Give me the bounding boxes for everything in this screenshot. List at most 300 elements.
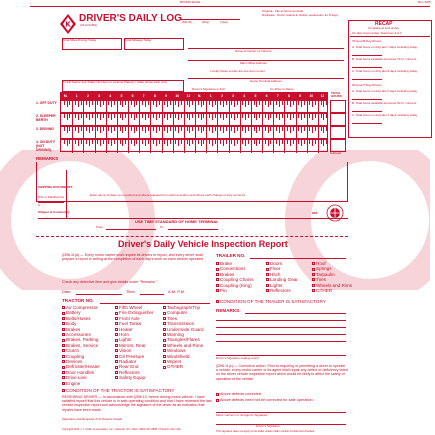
quarter-tick <box>245 127 246 133</box>
vehicle-label: Truck/Tractor and Trailer Numbers or License Plate(s) / State (show each unit) <box>63 80 167 84</box>
quarter-tick <box>293 101 294 105</box>
quarter-tick <box>170 101 171 105</box>
time-line <box>140 294 164 295</box>
quarter-tick <box>145 101 146 107</box>
trailer-no-label: TRAILER NO. <box>216 253 246 258</box>
inspection-item-label: Computer <box>167 310 188 316</box>
quarter-tick <box>111 114 112 120</box>
inspection-item[interactable] <box>62 364 100 369</box>
remarks-line <box>216 334 346 335</box>
quarter-tick <box>159 140 160 144</box>
checkbox[interactable] <box>163 322 166 325</box>
inspection-item[interactable] <box>62 337 98 342</box>
checkbox[interactable] <box>62 376 65 379</box>
quarter-tick <box>103 101 104 105</box>
checkbox[interactable] <box>115 333 118 336</box>
inspection-item[interactable] <box>216 288 227 293</box>
quarter-tick <box>268 140 269 146</box>
checkbox[interactable] <box>163 317 166 320</box>
inspection-item-label: Roof <box>316 261 326 266</box>
checkbox[interactable] <box>115 344 118 347</box>
date-month: (Month) <box>182 20 193 24</box>
inspection-item[interactable] <box>266 288 291 293</box>
quarter-tick <box>301 140 302 146</box>
checkbox[interactable] <box>266 268 269 271</box>
quarter-tick <box>148 114 149 118</box>
quarter-tick <box>114 140 115 144</box>
hour-label: M. <box>63 94 68 98</box>
inspection-item[interactable] <box>266 261 282 266</box>
checkbox[interactable] <box>62 333 65 336</box>
total-hours-cell[interactable] <box>330 100 346 113</box>
inspection-item[interactable] <box>312 272 335 277</box>
quarter-tick <box>220 127 221 131</box>
checkbox[interactable] <box>163 349 166 352</box>
checkbox[interactable] <box>62 366 65 369</box>
inspection-item[interactable] <box>62 370 94 375</box>
checkbox[interactable] <box>163 339 166 342</box>
inspection-item[interactable] <box>163 364 183 369</box>
inspection-item[interactable] <box>312 266 332 271</box>
quarter-tick <box>167 114 168 120</box>
dot-seal-icon <box>326 204 344 222</box>
checkbox[interactable] <box>216 278 219 281</box>
inspection-item[interactable] <box>163 305 200 310</box>
quarter-tick <box>89 101 90 107</box>
inspection-item[interactable] <box>62 332 91 337</box>
checkbox[interactable] <box>115 349 118 352</box>
checkbox[interactable] <box>115 317 118 320</box>
checkbox[interactable] <box>312 268 315 271</box>
quarter-tick <box>282 127 283 131</box>
inspection-item[interactable] <box>115 305 142 310</box>
form-number: 8SS <box>312 211 318 215</box>
quarter-tick <box>254 140 255 144</box>
quarter-tick <box>203 140 204 144</box>
inspection-item-label: Warning <box>167 332 184 337</box>
checkbox[interactable] <box>62 349 65 352</box>
quarter-tick <box>78 140 79 146</box>
hour-label: 9 <box>165 94 168 98</box>
inspection-item-label: Tires <box>167 315 178 321</box>
inspection-item[interactable] <box>115 332 129 337</box>
inspection-item[interactable] <box>216 277 254 282</box>
quarter-tick <box>234 101 235 107</box>
inspection-item[interactable] <box>163 343 203 348</box>
inspection-item-label: Drive Line <box>66 375 87 381</box>
quarter-tick <box>142 140 143 144</box>
checkbox[interactable] <box>115 366 118 369</box>
trailer-no-line <box>250 258 346 259</box>
time-standard: USE TIME STANDARD OF HOME TERMINAL <box>135 219 219 224</box>
quarter-tick <box>189 114 190 120</box>
checkbox[interactable] <box>312 284 315 287</box>
checkbox[interactable] <box>62 339 65 342</box>
quarter-tick <box>125 140 126 144</box>
hour-label: 7 <box>142 94 145 98</box>
quarter-tick <box>103 140 104 144</box>
quarter-tick <box>276 140 277 144</box>
checkbox[interactable] <box>115 339 118 342</box>
quarter-tick <box>156 101 157 107</box>
quarter-tick <box>100 114 101 120</box>
inspection-item[interactable] <box>62 321 76 326</box>
certify-label: I certify these entries are true and correct <box>210 69 265 73</box>
checkbox[interactable] <box>266 262 269 265</box>
hour-line <box>273 140 274 153</box>
quarter-tick <box>231 101 232 105</box>
checkbox[interactable] <box>115 355 118 358</box>
tractor-no-line <box>100 303 210 304</box>
inspection-item[interactable] <box>163 321 194 326</box>
inspection-item-label: Reflectors <box>119 369 140 375</box>
to-label: To: <box>160 225 165 229</box>
inspection-item[interactable] <box>62 359 82 364</box>
checkbox[interactable] <box>163 344 166 347</box>
co-driver-label: Co-Driver's Name <box>270 87 294 91</box>
checkbox[interactable] <box>115 371 118 374</box>
checkbox[interactable] <box>163 328 166 331</box>
quarter-tick <box>122 101 123 107</box>
inspection-item-label: Doors <box>270 261 283 266</box>
checkbox[interactable] <box>62 382 65 385</box>
quarter-tick <box>192 127 193 131</box>
checkbox[interactable] <box>163 360 166 363</box>
checkbox[interactable] <box>163 312 166 315</box>
quarter-tick <box>312 127 313 133</box>
inspection-item-label: Coupling (King) <box>220 282 252 288</box>
not-corrected-option[interactable] <box>216 398 313 403</box>
inspection-item[interactable] <box>62 305 98 310</box>
checkbox[interactable] <box>266 284 269 287</box>
quarter-tick <box>64 140 65 144</box>
quarter-tick <box>108 127 109 131</box>
quarter-tick <box>212 114 213 120</box>
quarter-tick <box>178 127 179 133</box>
inspection-item-label: Tarpaulin <box>316 271 335 277</box>
inspection-item[interactable] <box>266 277 298 282</box>
inspection-item[interactable] <box>312 288 332 293</box>
hour-label: 2 <box>86 94 89 98</box>
quarter-tick <box>189 101 190 107</box>
checkbox[interactable] <box>163 306 166 309</box>
checkbox[interactable] <box>216 262 219 265</box>
quarter-tick <box>323 101 324 107</box>
inspection-item[interactable] <box>115 354 144 359</box>
inspection-item[interactable] <box>216 283 252 288</box>
quarter-tick <box>226 101 227 105</box>
inspection-item-label: Clutch <box>66 348 80 354</box>
duty-row-label: 4. ON DUTY (NOT DRIVING) <box>36 140 55 152</box>
quarter-tick <box>181 114 182 118</box>
hour-label: 1 <box>75 94 78 98</box>
quarter-tick <box>290 127 291 133</box>
inspection-item[interactable] <box>115 364 138 369</box>
inspection-item[interactable] <box>115 310 153 315</box>
checkbox[interactable] <box>62 328 65 331</box>
reviewing-text: REVIEWING DRIVER — In accordance with §396.13, before driving motor vehicle, I have satisfied myself that this vehicle is in safe operating condition and that I have reviewed the last vehicle inspection report and acknowledge the signature of the driver as an indication that repairs have been made. <box>62 395 212 412</box>
hour-label: N. <box>197 94 202 98</box>
checkbox[interactable] <box>115 376 118 379</box>
checkbox[interactable] <box>62 355 65 358</box>
inspection-item[interactable] <box>163 348 186 353</box>
bound-edge-label: BOUND EDGE <box>180 0 201 4</box>
checkbox[interactable] <box>216 393 219 396</box>
quarter-tick <box>276 127 277 131</box>
quarter-tick <box>298 101 299 105</box>
checkbox[interactable] <box>115 360 118 363</box>
remarks-inspection-label: REMARKS: <box>216 308 241 313</box>
quarter-tick <box>293 127 294 131</box>
quarter-tick <box>256 101 257 107</box>
inspection-item[interactable] <box>163 337 200 342</box>
inspection-item[interactable] <box>62 348 79 353</box>
shipper-label: Shipper & Commodity <box>38 210 70 214</box>
quarter-tick <box>209 114 210 118</box>
checkbox[interactable] <box>216 273 219 276</box>
recap-item: 70 Hour/8 Day Drivers <box>352 39 382 43</box>
checkbox[interactable] <box>266 278 269 281</box>
quarter-tick <box>226 114 227 118</box>
quarter-tick <box>265 114 266 118</box>
checkbox[interactable] <box>115 322 118 325</box>
inspection-item[interactable] <box>163 359 181 364</box>
quarter-tick <box>159 101 160 105</box>
quarter-tick <box>268 127 269 133</box>
quarter-tick <box>125 127 126 131</box>
checkbox[interactable] <box>163 355 166 358</box>
inspection-item[interactable] <box>115 321 141 326</box>
inspection-item-label: Horn <box>119 332 129 337</box>
inspection-item[interactable] <box>62 316 91 321</box>
remarks-label: REMARKS <box>36 156 59 161</box>
from-label: From: <box>96 225 104 229</box>
duty-row[interactable] <box>60 139 328 152</box>
quarter-tick <box>321 101 322 105</box>
inspection-item[interactable] <box>216 261 232 266</box>
checkbox[interactable] <box>62 317 65 320</box>
duty-row[interactable] <box>60 113 328 126</box>
to-line <box>168 229 218 230</box>
duty-row[interactable] <box>60 100 328 113</box>
checkbox[interactable] <box>115 306 118 309</box>
quarter-tick <box>201 114 202 120</box>
hour-label: 8 <box>153 94 156 98</box>
quarter-tick <box>212 101 213 107</box>
inspection-item[interactable] <box>115 337 131 342</box>
quarter-tick <box>203 101 204 105</box>
quarter-tick <box>148 101 149 105</box>
checkbox[interactable] <box>216 289 219 292</box>
quarter-tick <box>108 140 109 144</box>
tractor-condition[interactable] <box>62 388 174 393</box>
checkbox[interactable] <box>312 273 315 276</box>
inspection-item[interactable] <box>62 310 81 315</box>
quarter-tick <box>301 101 302 107</box>
quarter-tick <box>304 101 305 105</box>
perforation-line <box>36 236 348 237</box>
quarter-tick <box>279 140 280 146</box>
checkbox[interactable] <box>266 289 269 292</box>
hour-label: 6 <box>131 94 134 98</box>
inspection-item[interactable] <box>312 261 326 266</box>
total-hours-cell[interactable] <box>330 113 346 126</box>
quarter-tick <box>100 101 101 107</box>
checkbox[interactable] <box>163 333 166 336</box>
quarter-tick <box>192 140 193 144</box>
inspection-item[interactable] <box>62 327 80 332</box>
quarter-tick <box>268 101 269 107</box>
quarter-tick <box>142 127 143 131</box>
inspection-item-label: Belts/Hoses <box>66 315 91 321</box>
inspection-item[interactable] <box>62 381 80 386</box>
checkbox[interactable] <box>266 273 269 276</box>
quarter-tick <box>97 127 98 131</box>
inspection-item[interactable] <box>163 354 189 359</box>
quarter-tick <box>268 114 269 120</box>
trailer-condition[interactable] <box>216 299 326 304</box>
checkbox[interactable] <box>312 289 315 292</box>
quarter-tick <box>323 127 324 133</box>
inspection-item[interactable] <box>312 283 352 288</box>
inspection-item-label: Tires <box>316 277 327 283</box>
home-label: Home Terminal Address <box>250 79 282 83</box>
quarter-tick <box>69 127 70 131</box>
checkbox[interactable] <box>216 300 219 303</box>
inspection-item[interactable] <box>266 266 280 271</box>
quarter-tick <box>187 127 188 131</box>
quarter-tick <box>178 140 179 146</box>
inspection-item[interactable] <box>62 354 84 359</box>
total-hours-cell[interactable] <box>330 126 346 139</box>
quarter-tick <box>198 114 199 118</box>
quarter-tick <box>75 114 76 118</box>
inspection-item[interactable] <box>115 359 136 364</box>
duty-grid[interactable] <box>36 92 348 154</box>
quarter-tick <box>254 101 255 105</box>
quarter-tick <box>81 114 82 118</box>
recap-sub: Complete at end of day <box>368 26 400 30</box>
checkbox[interactable] <box>312 278 315 281</box>
quarter-tick <box>254 127 255 131</box>
time-label: Time: <box>126 289 136 294</box>
quarter-tick <box>309 127 310 131</box>
inspection-item[interactable] <box>115 348 131 353</box>
quarter-tick <box>89 140 90 146</box>
inspection-item[interactable] <box>266 272 280 277</box>
checkbox[interactable] <box>62 312 65 315</box>
inspection-item[interactable] <box>115 316 140 321</box>
quarter-tick <box>153 127 154 131</box>
checkbox[interactable] <box>216 399 219 402</box>
quarter-tick <box>170 127 171 131</box>
quarter-tick <box>120 127 121 131</box>
recap-line <box>352 111 382 112</box>
duplicate-note: Duplicate - Driver retains in his/her possession for 8 days. <box>262 13 339 17</box>
checkbox[interactable] <box>115 312 118 315</box>
corrected-option[interactable] <box>216 392 261 397</box>
checkbox[interactable] <box>62 371 65 374</box>
inspection-item[interactable] <box>62 375 87 380</box>
quarter-tick <box>164 127 165 131</box>
quarter-tick <box>248 114 249 118</box>
quarter-tick <box>86 140 87 144</box>
inspection-check: Check any defective item and give details under "Remarks." <box>62 280 158 284</box>
inspection-item[interactable] <box>312 277 326 282</box>
inspection-item[interactable] <box>115 370 140 375</box>
hour-line <box>195 140 196 153</box>
inspection-item-label: Front Axle <box>119 315 140 321</box>
hour-line <box>251 140 252 153</box>
hour-line <box>206 140 207 153</box>
duty-row[interactable] <box>60 126 328 139</box>
hour-line <box>296 140 297 153</box>
inspection-item[interactable] <box>163 327 204 332</box>
quarter-tick <box>312 140 313 146</box>
hour-line <box>139 140 140 153</box>
shipping-docs: SHIPPING DOCUMENTS <box>38 185 73 189</box>
checkbox[interactable] <box>216 284 219 287</box>
checkbox[interactable] <box>312 262 315 265</box>
quarter-tick <box>290 114 291 120</box>
quarter-tick <box>170 114 171 118</box>
quarter-tick <box>92 140 93 144</box>
quarter-tick <box>259 114 260 118</box>
quarter-tick <box>326 127 327 131</box>
checkbox[interactable] <box>62 322 65 325</box>
remarks-line <box>216 341 346 342</box>
quarter-tick <box>125 101 126 105</box>
quarter-tick <box>198 101 199 105</box>
checkbox[interactable] <box>62 344 65 347</box>
inspection-item[interactable] <box>163 332 184 337</box>
checkbox[interactable] <box>216 268 219 271</box>
log-title: DRIVER'S DAILY LOG <box>79 13 182 24</box>
inspection-item[interactable] <box>115 327 133 332</box>
quarter-tick <box>131 127 132 131</box>
quarter-tick <box>89 114 90 120</box>
quarter-tick <box>175 114 176 118</box>
quarter-tick <box>287 127 288 131</box>
quarter-tick <box>86 127 87 131</box>
checkbox[interactable] <box>62 360 65 363</box>
inspection-item[interactable] <box>266 283 282 288</box>
inspection-item[interactable] <box>163 310 187 315</box>
inspection-item-label: Pin <box>220 288 227 293</box>
quarter-tick <box>159 127 160 131</box>
quarter-tick <box>97 101 98 105</box>
checkbox[interactable] <box>163 366 166 369</box>
inspection-item[interactable] <box>216 266 246 271</box>
inspection-item[interactable] <box>216 272 234 277</box>
quarter-tick <box>145 127 146 133</box>
inspection-item[interactable] <box>115 343 146 348</box>
hour-label: 10 <box>175 94 180 98</box>
checkbox[interactable] <box>115 328 118 331</box>
not-corrected-text: Above defects need not be corrected for safe operation <box>220 398 313 402</box>
checkbox[interactable] <box>62 389 65 392</box>
inspection-item[interactable] <box>163 316 177 321</box>
quarter-tick <box>167 127 168 133</box>
inspection-item[interactable] <box>115 375 146 380</box>
inspection-item[interactable] <box>62 343 98 348</box>
quarter-tick <box>81 127 82 131</box>
checkbox[interactable] <box>62 306 65 309</box>
quarter-tick <box>175 101 176 105</box>
quarter-tick <box>323 114 324 120</box>
recap-item: On duty hours today. Total lines 3 & 4 <box>352 31 402 35</box>
quarter-tick <box>111 101 112 107</box>
